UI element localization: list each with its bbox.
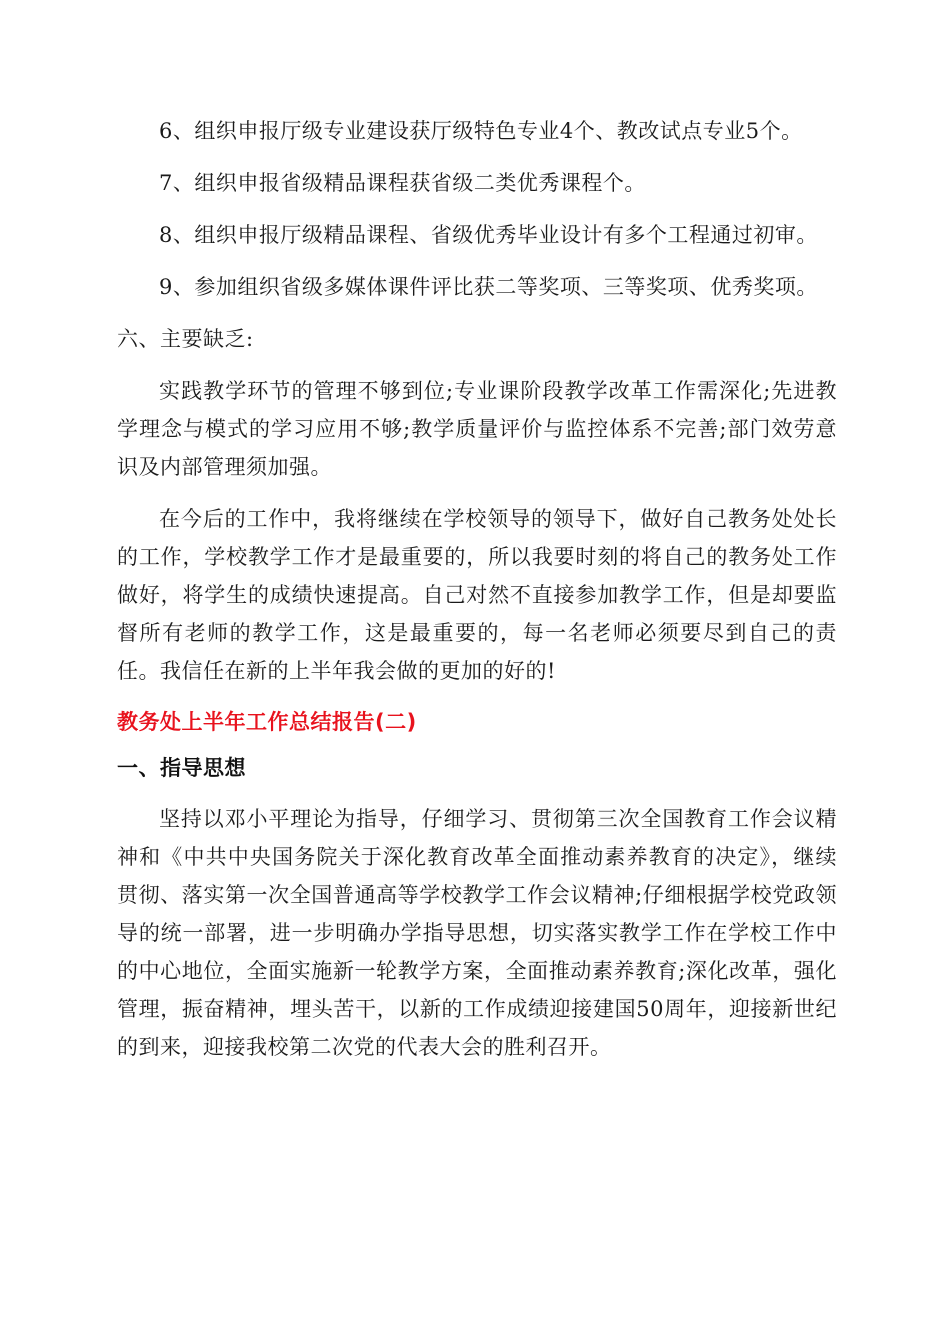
guiding-thought-heading: 一、指导思想 (117, 756, 246, 780)
report-title: 教务处上半年工作总结报告(二) (117, 710, 417, 734)
document-content (117, 112, 837, 1080)
list-item-7: 7、组织申报省级精品课程获省级二类优秀课程个。 (159, 171, 646, 195)
shortcomings-paragraph: 实践教学环节的管理不够到位;专业课阶段教学改革工作需深化;先进教学理念与模式的学习应用不够;教学质量评价与监控体系不完善;部门效劳意识及内部管理须加强。 (117, 379, 837, 479)
section-six-heading: 六、主要缺乏: (117, 327, 254, 351)
list-item-6: 6、组织申报厅级专业建设获厅级特色专业4个、教改试点专业5个。 (159, 119, 803, 143)
guiding-thought-paragraph: 坚持以邓小平理论为指导，仔细学习、贯彻第三次全国教育工作会议精神和《中共中央国务院关于深化教育改革全面推动素养教育的决定》，继续贯彻、落实第一次全国普通高等学校教学工作会议精神;仔细根据学校党政领导的统一部署，进一步明确办学指导思想，切实落实教学工作在学校工作中的中心地位，全面实施新一轮教学方案，全面推动素养教育;深化改革，强化管理，振奋精神，埋头苦干，以新的工作成绩迎接建国50周年，迎接新世纪的到来，迎接我校第二次党的代表大会的胜利召开。 (117, 807, 837, 1059)
list-item-8: 8、组织申报厅级精品课程、省级优秀毕业设计有多个工程通过初审。 (159, 223, 818, 247)
list-item-9: 9、参加组织省级多媒体课件评比获二等奖项、三等奖项、优秀奖项。 (159, 275, 818, 299)
future-work-paragraph: 在今后的工作中，我将继续在学校领导的领导下，做好自己教务处处长的工作，学校教学工作才是最重要的，所以我要时刻的将自己的教务处工作做好，将学生的成绩快速提高。自己对然不直接参加教学工作，但是却要监督所有老师的教学工作，这是最重要的，每一名老师必须要尽到自己的责任。我信任在新的上半年我会做的更加的好的! (117, 507, 837, 683)
